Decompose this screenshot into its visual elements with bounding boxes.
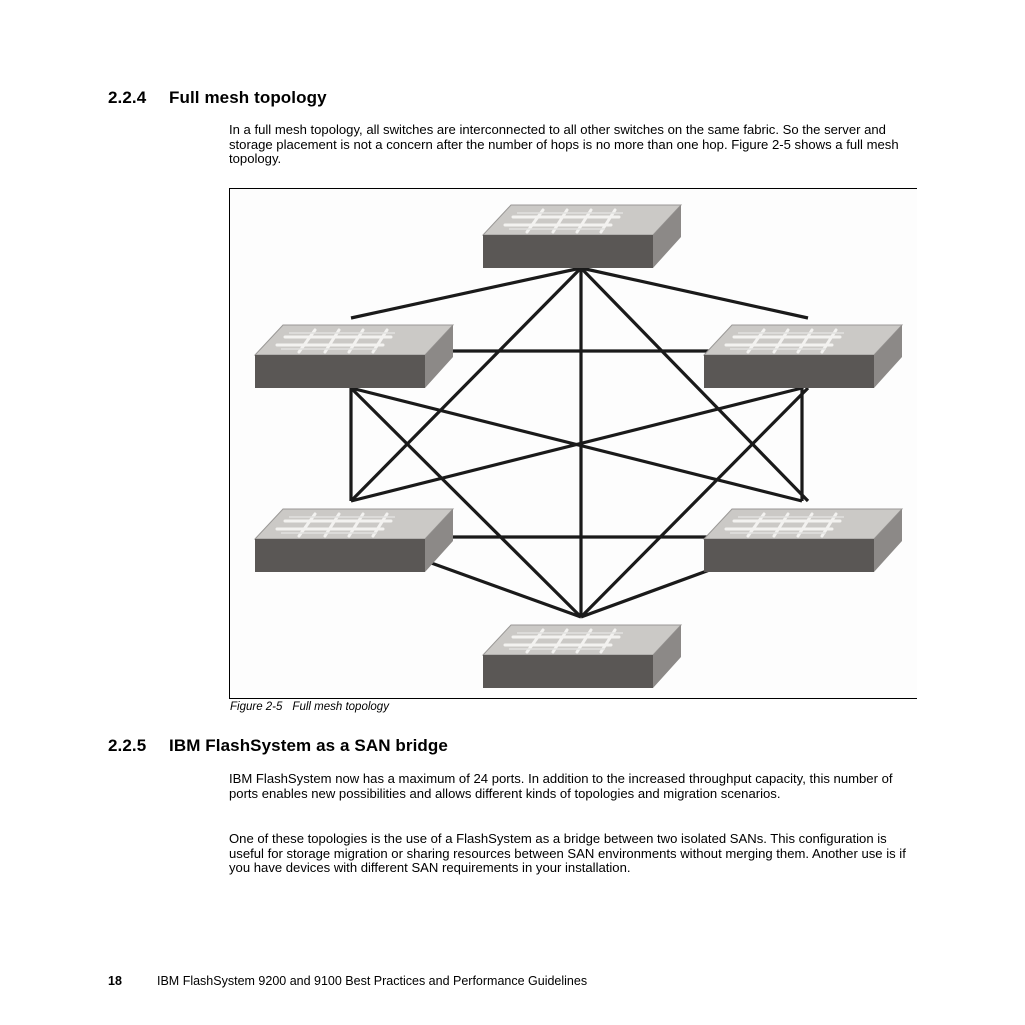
mesh-diagram [230, 189, 918, 700]
switch-upper-left-icon [255, 325, 453, 388]
page-number: 18 [108, 974, 122, 988]
section-2-2-4-paragraph: In a full mesh topology, all switches are interconnected to all other switches on the same fabric. So the server and storage placement is not a concern after the number of hops is no more than one hop. Figure 2-5 shows a full mesh topology. [229, 122, 899, 167]
figure-caption [230, 701, 389, 713]
section-heading-2-2-5 [108, 736, 448, 756]
section-heading-2-2-4 [108, 88, 327, 108]
book-title: IBM FlashSystem 9200 and 9100 Best Practices and Performance Guidelines [157, 974, 588, 988]
section-number: 2.2.5 [108, 736, 147, 755]
figure-number: Figure 2-5 [230, 701, 283, 713]
switch-lower-right-icon [704, 509, 902, 572]
figure-full-mesh-topology [229, 188, 917, 699]
switch-top-icon [483, 205, 681, 268]
switch-lower-left-icon [255, 509, 453, 572]
switch-upper-right-icon [704, 325, 902, 388]
section-number: 2.2.4 [108, 88, 147, 107]
section-title: IBM FlashSystem as a SAN bridge [169, 736, 448, 755]
page-footer [108, 974, 587, 988]
section-2-2-5-paragraph-1: IBM FlashSystem now has a maximum of 24 ports. In addition to the increased throughput capacity, this number of ports enables new possibilities and allows different kinds of topologies and migration scenarios. [229, 771, 893, 801]
section-2-2-5-paragraph-2: One of these topologies is the use of a FlashSystem as a bridge between two isolated SANs. This configuration is useful for storage migration or sharing resources between SAN environments without merging them. Another use is if you have devices with different SAN requirements in your installation. [229, 831, 906, 876]
switch-bottom-icon [483, 625, 681, 688]
section-title: Full mesh topology [169, 88, 327, 107]
figure-caption-text: Full mesh topology [292, 701, 389, 713]
